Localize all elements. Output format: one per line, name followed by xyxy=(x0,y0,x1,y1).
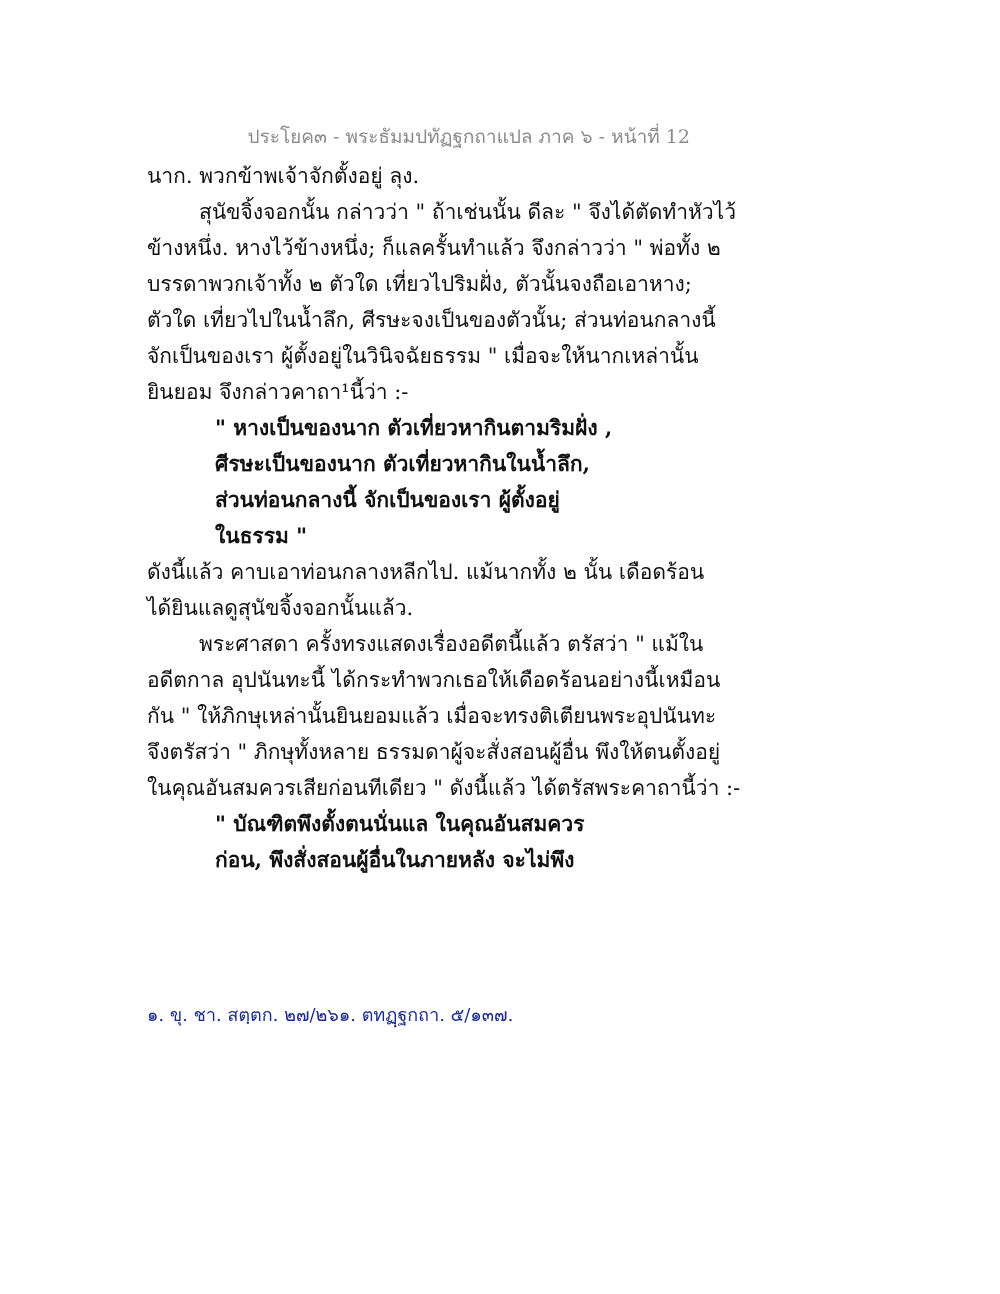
verse-line: " หางเป็นของนาก ตัวเที่ยวหากินตามริมฝั่ง , xyxy=(215,415,613,440)
verse-line: ส่วนท่อนกลางนี้ จักเป็นของเรา ผู้ตั้งอยู่ xyxy=(215,487,560,512)
body-text xyxy=(147,158,741,878)
text-line: ได้ยินแลดูสุนัขจิ้งจอกนั้นแล้ว. xyxy=(147,596,414,620)
text-line: จักเป็นของเรา ผู้ตั้งอยู่ในวินิจฉัยธรรม " เมื่อจะให้นากเหล่านั้น xyxy=(147,344,699,368)
text-line: กัน " ให้ภิกษุเหล่านั้นยินยอมแล้ว เมื่อจะทรงติเตียนพระอุปนันทะ xyxy=(147,704,717,728)
text-line: ดังนี้แล้ว คาบเอาท่อนกลางหลีกไป. แม้นากทั้ง ๒ นั้น เดือดร้อน xyxy=(147,560,705,584)
verse-line: ในธรรม " xyxy=(215,523,308,548)
text-line: จึงตรัสว่า " ภิกษุทั้งหลาย ธรรมดาผู้จะสั่งสอนผู้อื่น พึงให้ตนตั้งอยู่ xyxy=(147,740,721,764)
verse-line: ก่อน, พึงสั่งสอนผู้อื่นในภายหลัง จะไม่พึง xyxy=(215,847,575,872)
verse-line: " บัณฑิตพึงตั้งตนนั่นแล ในคุณอันสมควร xyxy=(215,811,585,836)
text-line: นาก. พวกข้าพเจ้าจักตั้งอยู่ ลุง. xyxy=(147,164,420,188)
text-line: พระศาสดา ครั้งทรงแสดงเรื่องอดีตนี้แล้ว ตรัสว่า " แม้ใน xyxy=(199,632,704,656)
text-line: ข้างหนึ่ง. หางไว้ข้างหนึ่ง; ก็แลครั้นทำแล้ว จึงกล่าวว่า " พ่อทั้ง ๒ xyxy=(147,236,721,260)
text-line: สุนัขจิ้งจอกนั้น กล่าวว่า " ถ้าเช่นนั้น ดีละ " จึงได้ตัดทำหัวไว้ xyxy=(199,200,736,224)
text-line: ในคุณอันสมควรเสียก่อนทีเดียว " ดังนี้แล้ว ได้ตรัสพระคาถานี้ว่า :- xyxy=(147,776,741,800)
text-line: บรรดาพวกเจ้าทั้ง ๒ ตัวใด เที่ยวไปริมฝั่ง, ตัวนั้นจงถือเอาหาง; xyxy=(147,272,692,296)
text-line: อดีตกาล อุปนันทะนี้ ได้กระทำพวกเธอให้เดือดร้อนอย่างนี้เหมือน xyxy=(147,668,721,692)
verse-line: ศีรษะเป็นของนาก ตัวเที่ยวหากินในน้ำลึก, xyxy=(215,451,590,476)
text-line: ยินยอม จึงกล่าวคาถา¹นี้ว่า :- xyxy=(147,380,409,404)
text-line: ตัวใด เที่ยวไปในน้ำลึก, ศีรษะจงเป็นของตัวนั้น; ส่วนท่อนกลางนี้ xyxy=(147,308,716,332)
page-header: ประโยค๓ - พระธัมมปทัฏฐกถาแปล ภาค ๖ - หน้าที่ 12 xyxy=(247,126,690,148)
footnote: ๑. ขุ. ชา. สตฺตก. ๒๗/๒๖๑. ตทฏฺฐกถา. ๕/๑๓๗. xyxy=(147,1005,514,1026)
